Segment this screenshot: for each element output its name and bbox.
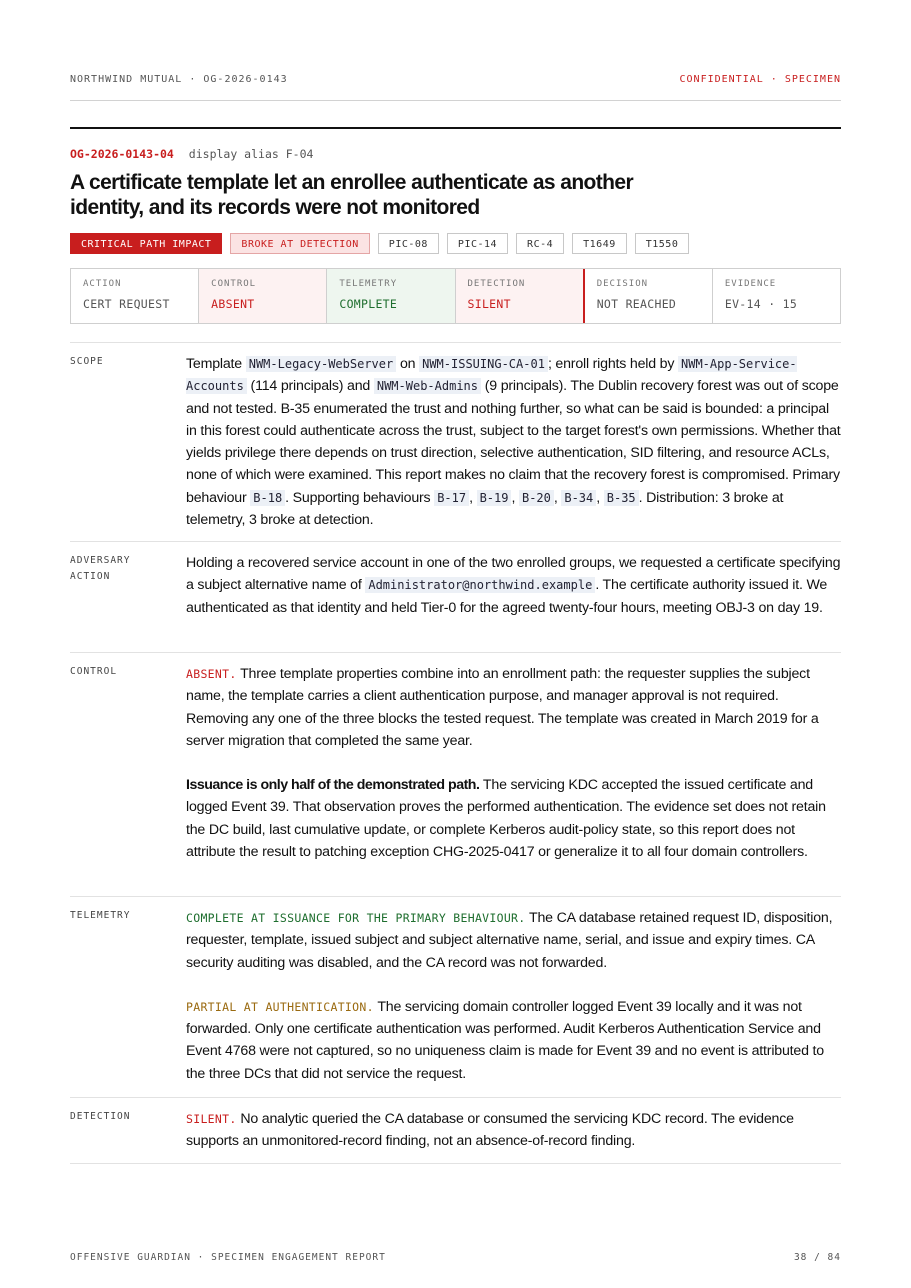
ca-name: NWM-ISSUING-CA-01 (419, 356, 548, 372)
section-control (70, 652, 841, 897)
section-label: TELEMETRY (70, 910, 131, 921)
section-label: DETECTION (70, 1111, 131, 1122)
section-detection (70, 1097, 841, 1164)
chain-label: ACTION (83, 279, 122, 289)
chain-detection (456, 269, 585, 323)
finding-id-line (70, 147, 313, 161)
chain-value: CERT REQUEST (83, 297, 170, 311)
chain-label: DECISION (596, 279, 649, 289)
tag-t1550: T1550 (635, 233, 690, 254)
tag-critical-path-impact: CRITICAL PATH IMPACT (70, 233, 222, 254)
section-label: ADVERSARY ACTION (70, 555, 131, 582)
scope-paragraph: Template NWM-Legacy-WebServer on NWM-ISSUING-CA-01 ; enroll rights held by NWM-App-Service-Accounts (114 principals) and NWM-Web-Admins (9 principals). The Dublin recovery forest was out of scope and not tested. B-35 enumerated the trust and nothing further, so what can be said is bounded: a principal in this forest could authenticate across the trust, subject to the target forest's own permissions. Whether that yields privilege there depends on trust direction, selective authentication, SID filtering, and resource ACLs, none of which were examined. This report makes no claim that the recovery forest is compromised. Primary behaviour B-18 . Supporting behaviours B-17 , B-19 , B-20 , B-34 , B-35 . Distribution: 3 broke at telemetry, 3 broke at detection. (186, 356, 841, 529)
group-name: NWM-Web-Admins (374, 378, 481, 394)
control-paragraph: ABSENT. Three template properties combine into an enrollment path: the requester supplies the subject name, the template carries a client authentication purpose, and manager approval is not required. Removing any one of the three blocks the tested request. The template was created in March 2019 for a server migration that completed the same year. (186, 666, 819, 749)
finding-top-rule (70, 127, 841, 129)
chain-value: EV-14 · 15 (724, 297, 798, 311)
header-classification: CONFIDENTIAL · SPECIMEN (679, 74, 841, 85)
header-client-ref: NORTHWIND MUTUAL · OG-2026-0143 (70, 74, 288, 85)
chain-action (71, 269, 199, 323)
section-body (186, 907, 841, 1085)
finding-title: A certificate template let an enrollee authenticate as another identity, and its records were not monitored (70, 171, 634, 219)
footer-report-name: OFFENSIVE GUARDIAN · SPECIMEN ENGAGEMENT REPORT (70, 1252, 386, 1263)
section-scope (70, 342, 841, 542)
group-name: NWM-App-Service-Accounts (186, 357, 797, 394)
chain-value: SILENT (467, 297, 511, 311)
outcome-chain (70, 268, 841, 324)
finding-tags (70, 233, 689, 254)
chain-label: TELEMETRY (339, 279, 398, 289)
behaviour-ref: B-18 (250, 490, 285, 506)
behaviour-ref: B-34 (561, 490, 596, 506)
section-label: SCOPE (70, 356, 104, 367)
chain-telemetry (327, 269, 455, 323)
tag-pic-08: PIC-08 (378, 233, 439, 254)
section-body (186, 1108, 841, 1153)
behaviour-ref: B-35 (604, 490, 639, 506)
chain-label: EVIDENCE (724, 279, 777, 289)
chain-label: DETECTION (467, 279, 526, 289)
telemetry-paragraph: PARTIAL AT AUTHENTICATION. The servicing domain controller logged Event 39 locally and it was not forwarded. Only one certificate authentication was performed. Audit Kerberos Authentication Service and Event 4768 were not captured, so no uniqueness claim is made for Event 39 and no event is attributed to the three DCs that did not service the request. (186, 998, 824, 1082)
running-header (70, 74, 841, 88)
status-absent: ABSENT. (186, 667, 237, 681)
section-body (186, 552, 841, 619)
san-value: Administrator@northwind.example (365, 577, 595, 593)
tag-broke-at-detection: BROKE AT DETECTION (230, 233, 369, 254)
header-divider (70, 100, 841, 101)
section-body (186, 353, 841, 531)
section-label: CONTROL (70, 666, 118, 677)
section-telemetry (70, 896, 841, 1098)
telemetry-paragraph: COMPLETE AT ISSUANCE FOR THE PRIMARY BEHAVIOUR. The CA database retained request ID, disposition, requester, template, issued subject and subject alternative name, serial, and issue and expiry times. CA security auditing was disabled, and the CA record was not forwarded. (186, 910, 833, 971)
detection-paragraph: SILENT. No analytic queried the CA database or consumed the servicing KDC record. The evidence supports an unmonitored-record finding, not an absence-of-record finding. (186, 1111, 794, 1150)
status-partial: PARTIAL AT AUTHENTICATION. (186, 999, 374, 1014)
tag-t1649: T1649 (572, 233, 627, 254)
chain-label: CONTROL (211, 279, 257, 289)
tag-rc-4: RC-4 (516, 233, 564, 254)
chain-value: NOT REACHED (596, 297, 677, 311)
status-silent: SILENT. (186, 1112, 237, 1126)
lead-sentence: Issuance is only half of the demonstrated path. (186, 777, 480, 794)
control-paragraph: Issuance is only half of the demonstrated path. The servicing KDC accepted the issued certificate and logged Event 39. That observation proves the performed authentication. The evidence set does not retain the DC build, last cumulative update, or complete Kerberos audit-policy state, so this report does not attribute the result to patching exception CHG-2025-0417 or generalize it to all four domain controllers. (186, 777, 826, 861)
chain-decision (585, 269, 713, 323)
behaviour-ref: B-17 (434, 490, 469, 506)
behaviour-ref: B-19 (477, 490, 512, 506)
chain-evidence (713, 269, 840, 323)
template-name: NWM-Legacy-WebServer (246, 356, 397, 372)
chain-value: ABSENT (211, 297, 255, 311)
chain-value: COMPLETE (339, 297, 398, 311)
page-number: 38 / 84 (793, 1252, 841, 1263)
finding-id: OG-2026-0143-04 (70, 147, 174, 161)
behaviour-ref: B-20 (519, 490, 554, 506)
finding-alias: display alias F-04 (188, 147, 314, 161)
section-adversary-action (70, 541, 841, 653)
finding-end-rule (70, 1163, 841, 1164)
tag-pic-14: PIC-14 (447, 233, 508, 254)
adversary-paragraph: Holding a recovered service account in one of the two enrolled groups, we requested a certificate specifying a subject alternative name of Administrator@northwind.example . The certificate authority issued it. We authenticated as that identity and held Tier-0 for the agreed twenty-four hours, meeting OBJ-3 on day 19. (186, 555, 841, 616)
section-body (186, 663, 841, 863)
chain-control (199, 269, 327, 323)
status-complete: COMPLETE AT ISSUANCE FOR THE PRIMARY BEHAVIOUR. (186, 911, 526, 925)
